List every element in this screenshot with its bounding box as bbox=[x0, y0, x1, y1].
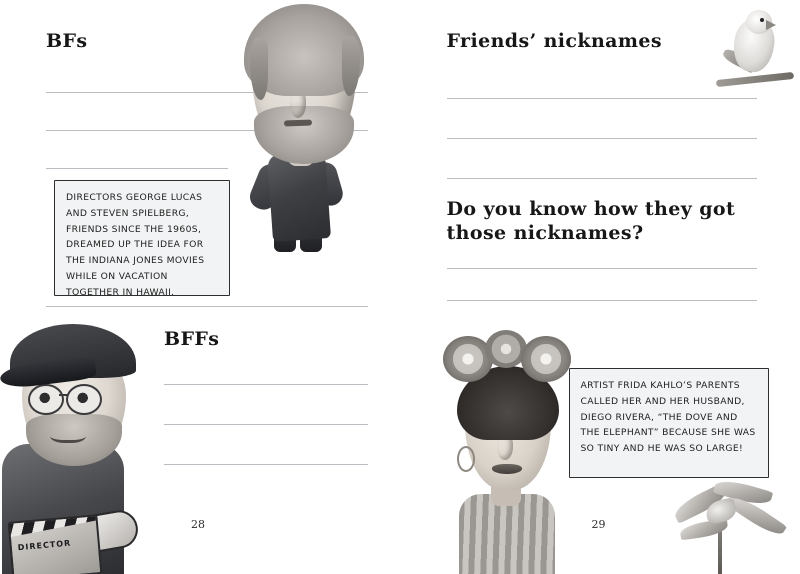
heading-bfs: BFs bbox=[46, 30, 88, 52]
page-number-left: 28 bbox=[191, 518, 205, 531]
write-line[interactable] bbox=[447, 138, 757, 139]
heading-bffs: BFFs bbox=[164, 328, 220, 350]
bird-of-paradise-plant-illustration bbox=[670, 478, 800, 574]
george-lucas-caricature bbox=[232, 2, 372, 242]
parrot-illustration bbox=[716, 6, 794, 110]
fact-box-directors bbox=[54, 180, 230, 296]
heading-friends-nicknames: Friends’ nicknames bbox=[446, 30, 662, 52]
heading-how-nicknames: Do you know how they got those nicknames? bbox=[446, 198, 736, 244]
write-line[interactable] bbox=[46, 168, 228, 169]
write-line[interactable] bbox=[447, 98, 757, 99]
fact-box-frida bbox=[569, 368, 769, 478]
clapperboard-icon: DIRECTOR bbox=[8, 514, 103, 574]
fact-box-directors-text: DIRECTORS GEORGE LUCAS AND STEVEN SPIELBERG, FRIENDS SINCE THE 1960S, DREAMED UP THE IDEA FOR THE INDIANA JONES MOVIES WHILE ON VACATION TOGETHER IN HAWAII. bbox=[66, 192, 205, 298]
write-line[interactable] bbox=[447, 268, 757, 269]
write-line[interactable] bbox=[164, 464, 368, 465]
write-line[interactable] bbox=[164, 384, 368, 385]
write-line[interactable] bbox=[447, 300, 757, 301]
write-line[interactable] bbox=[447, 178, 757, 179]
write-line[interactable] bbox=[46, 306, 368, 307]
frida-kahlo-caricature bbox=[429, 330, 589, 574]
page-number-right: 29 bbox=[591, 518, 606, 531]
right-page bbox=[401, 0, 800, 574]
write-line[interactable] bbox=[164, 424, 368, 425]
steven-spielberg-caricature bbox=[0, 318, 166, 574]
fact-box-frida-text: ARTIST FRIDA KAHLO’S PARENTS CALLED HER AND HER HUSBAND, DIEGO RIVERA, “THE DOVE AND THE ELEPHANT” BECAUSE SHE WAS SO TINY AND HE WAS SO LARGE! bbox=[580, 380, 756, 455]
